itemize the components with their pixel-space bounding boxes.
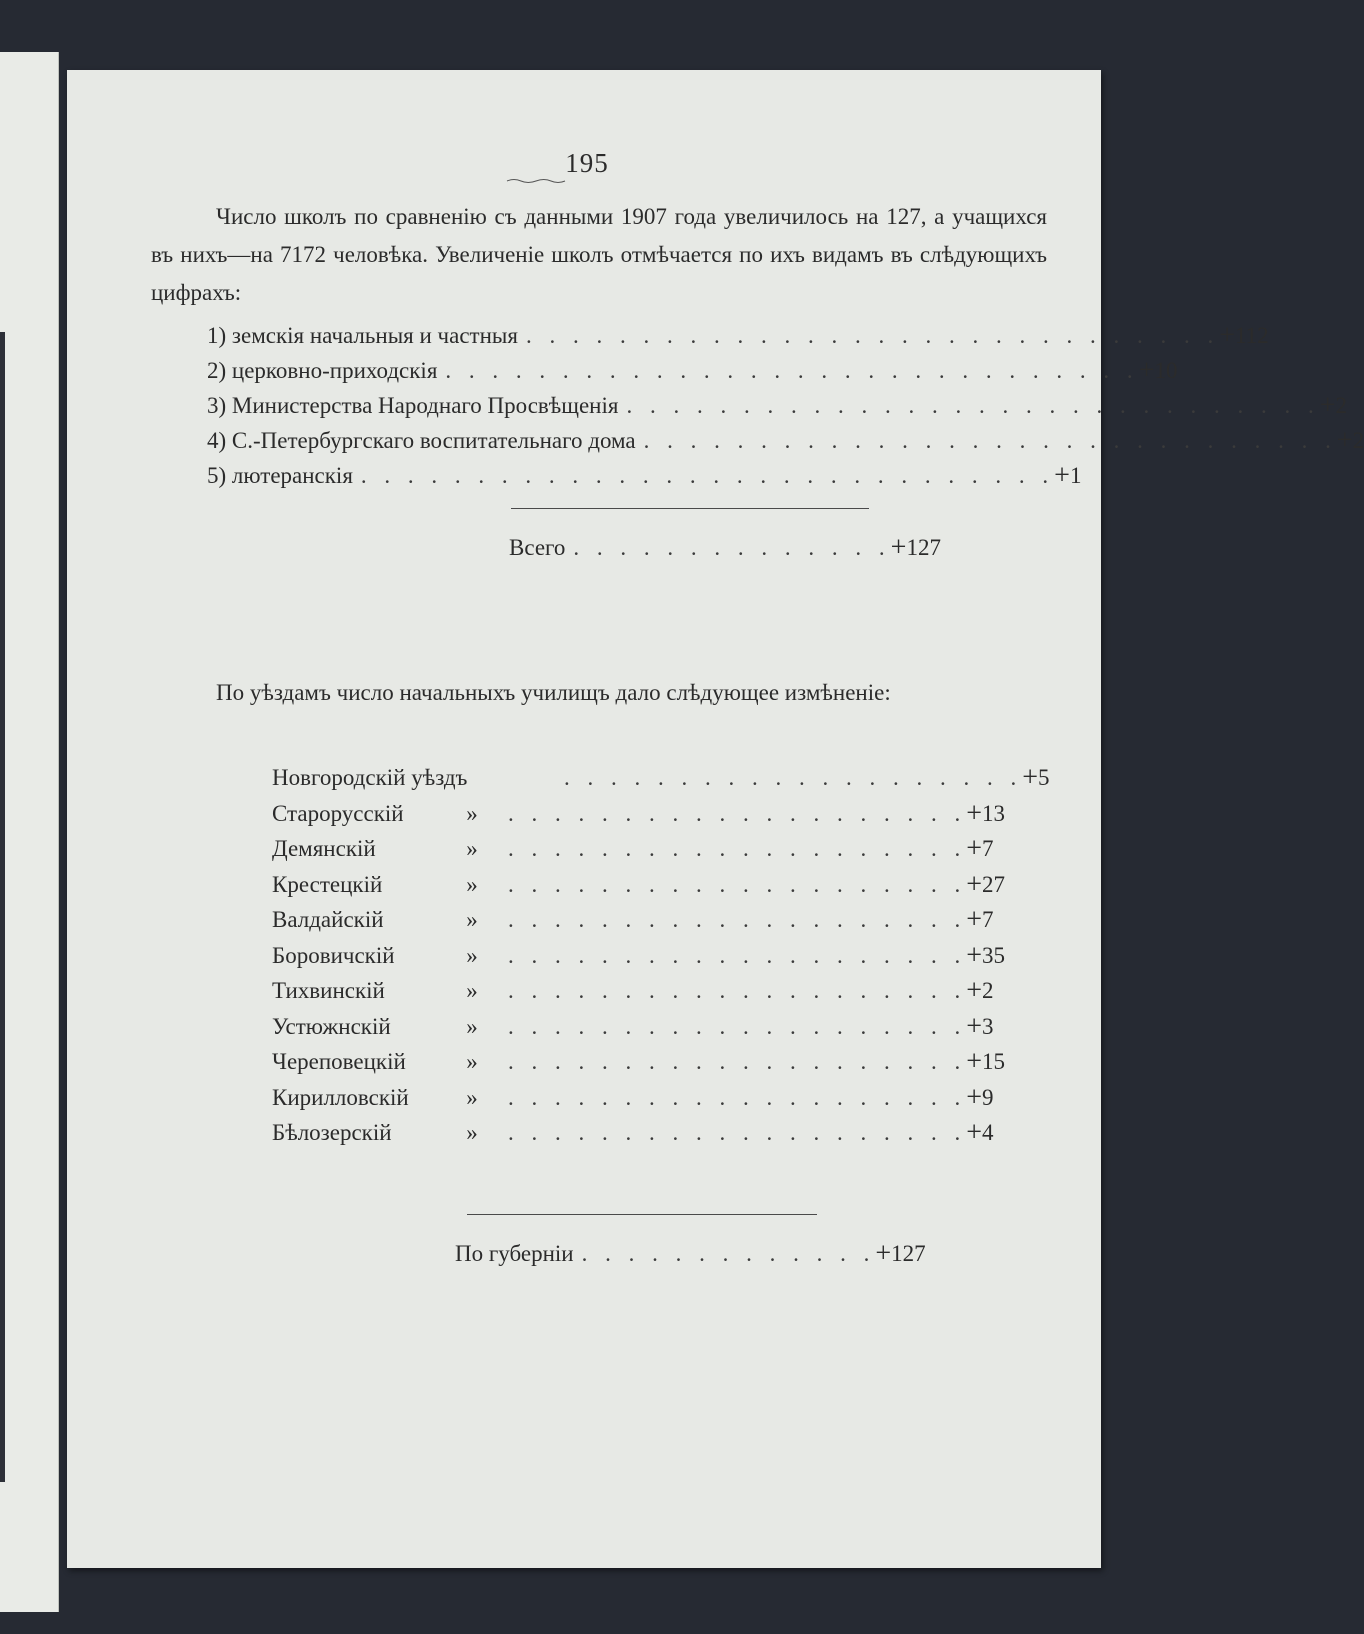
leader-dots: . . . . . . . . . . . . . . . . . . . . . . . . . . . . . . [360,463,1055,488]
district-name: Старорусскій [272,800,404,826]
school-total-rule [511,508,869,509]
ditto-mark: » [466,871,478,897]
intro-paragraph [151,198,1047,312]
district-value: 13 [982,800,1006,826]
plus-sign: + [966,1081,983,1113]
school-type-row [207,355,1178,387]
school-type-row [207,460,1082,492]
plus-sign: + [966,975,983,1006]
ditto-mark: » [466,836,478,861]
page-number: 195 [565,148,609,178]
school-total-value: 127 [906,535,941,560]
district-label [272,975,500,1007]
district-name: Крестецкій [272,871,383,897]
district-row [272,1010,994,1043]
district-name: Череповецкій [272,1049,406,1074]
leader-dots: . . . . . . . . . . . . . . . . . . . . . . . . . . . . . . [525,323,1220,348]
leader-dots: . . . . . . . . . . . . . . . . . . . . [564,765,1023,790]
plus-sign: + [966,833,983,864]
leader-dots: . . . . . . . . . . . . . [581,1241,876,1266]
leader-dots: . . . . . . . . . . . . . . . . . . . . [508,1013,967,1039]
ditto-mark: » [466,1049,478,1074]
leader-dots: . . . . . . . . . . . . . . . . . . . . [508,1084,967,1110]
district-row [272,762,1050,794]
plus-sign: + [875,1238,892,1269]
leader-dots: . . . . . . . . . . . . . . . . . . . . . . . . . . . . . . [626,393,1320,418]
district-row [272,904,994,936]
district-row [272,1117,994,1149]
ditto-mark: » [466,1120,478,1145]
intro-text: Число школъ по сравненію съ данными 1907 года увеличилось на 127, а учащихся въ нихъ—на 7172 человѣка. Увеличеніе школъ отмѣчается по ихъ видамъ въ слѣдующихъ цифрахъ: [151,204,1047,305]
ditto-mark: » [466,978,478,1003]
plus-sign: + [1022,762,1039,793]
plus-sign: + [1319,390,1336,421]
ditto-mark: » [466,1084,478,1110]
district-row [272,1046,1006,1078]
district-total-label: По губерніи [455,1241,574,1266]
plus-sign: + [966,1046,983,1077]
school-total-label: Всего [509,535,566,560]
plus-sign: + [1054,460,1070,491]
district-name: Тихвинскій [272,978,385,1003]
leader-dots: . . . . . . . . . . . . . . . . . . . . . . . . . . . . . . [643,428,1337,453]
ditto-mark: » [466,942,478,968]
district-text: По уѣздамъ число начальныхъ училищъ дало слѣдующее измѣненіе: [216,680,891,705]
district-row [272,868,1006,901]
leader-dots: . . . . . . . . . . . . . . . . . . . . [508,1120,967,1145]
leader-dots: . . . . . . . . . . . . . . . . . . . . [508,942,967,968]
district-value: 9 [982,1084,994,1110]
district-label [272,940,500,972]
district-name: Валдайскій [272,907,384,932]
district-label [272,1011,500,1043]
district-value: 35 [982,942,1006,968]
district-row [272,797,1006,830]
school-type-label: 1) земскія начальныя и частныя [207,323,518,348]
page-number-ornament [507,178,565,184]
district-label [272,1082,500,1114]
district-name: Устюжнскій [272,1013,391,1039]
plus-sign: + [1219,320,1235,351]
leader-dots: . . . . . . . . . . . . . . . . . . . . . . . . . . . . . . [445,358,1139,383]
district-name: Бѣлозерскій [272,1120,392,1145]
school-total-row [509,532,941,564]
district-paragraph [151,674,1047,712]
school-type-row [207,320,1269,352]
plus-sign: + [1138,355,1155,386]
district-name: Новгородскій уѣздъ [272,765,468,790]
school-type-row [207,390,1347,422]
plus-sign: + [966,939,983,971]
district-label [272,869,500,901]
school-type-row [207,425,1364,457]
plus-sign: + [890,532,907,563]
district-label [272,798,500,830]
school-type-label: 3) Министерства Народнаго Просвѣщенія [207,393,619,418]
plus-sign: + [966,904,983,935]
book-page [67,70,1364,1568]
district-row [272,833,994,865]
district-value: 4 [982,1120,994,1145]
leader-dots: . . . . . . . . . . . . . . . . . . . . [508,907,967,932]
plus-sign: + [966,868,983,900]
district-label [272,1117,500,1149]
school-type-value: 2 [1335,393,1347,418]
district-total-row [455,1238,926,1270]
district-label [272,762,556,794]
leader-dots: . . . . . . . . . . . . . . . . . . . . [508,836,967,861]
school-type-value: 10 [1154,358,1178,383]
leader-dots: . . . . . . . . . . . . . . [573,535,891,560]
district-value: 2 [982,978,994,1003]
district-name: Демянскій [272,836,376,861]
leader-dots: . . . . . . . . . . . . . . . . . . . . [508,1049,967,1074]
leader-dots: . . . . . . . . . . . . . . . . . . . . [508,800,967,826]
district-value: 5 [1038,765,1050,790]
district-value: 3 [982,1013,994,1039]
plus-sign: + [966,797,983,829]
school-type-value: 112 [1234,323,1269,348]
ditto-mark: » [466,800,478,826]
plus-sign: + [966,1117,983,1148]
district-value: 15 [982,1049,1006,1074]
school-type-label: 2) церковно-приходскія [207,358,438,383]
district-name: Боровичскій [272,942,395,968]
district-row [272,1081,994,1114]
district-row [272,939,1006,972]
previous-page-edge [0,52,59,1612]
ditto-mark: » [466,907,478,932]
page-shadow [0,332,5,1482]
district-value: 7 [982,907,994,932]
ditto-mark: » [466,1013,478,1039]
leader-dots: . . . . . . . . . . . . . . . . . . . . [508,871,967,897]
district-label [272,904,500,936]
school-type-value: 2 [1352,428,1364,453]
district-value: 27 [982,871,1006,897]
district-name: Кирилловскій [272,1084,409,1110]
district-label [272,1046,500,1078]
district-total-value: 127 [891,1241,926,1266]
plus-sign: + [966,1010,983,1042]
district-value: 7 [982,836,994,861]
district-total-rule [467,1214,817,1215]
district-row [272,975,994,1007]
school-type-label: 4) С.-Петербургскаго воспитательнаго дома [207,428,636,453]
leader-dots: . . . . . . . . . . . . . . . . . . . . [508,978,967,1003]
school-type-value: 1 [1069,463,1082,488]
plus-sign: + [1336,425,1353,456]
district-label [272,833,500,865]
school-type-label: 5) лютеранскія [207,463,353,488]
